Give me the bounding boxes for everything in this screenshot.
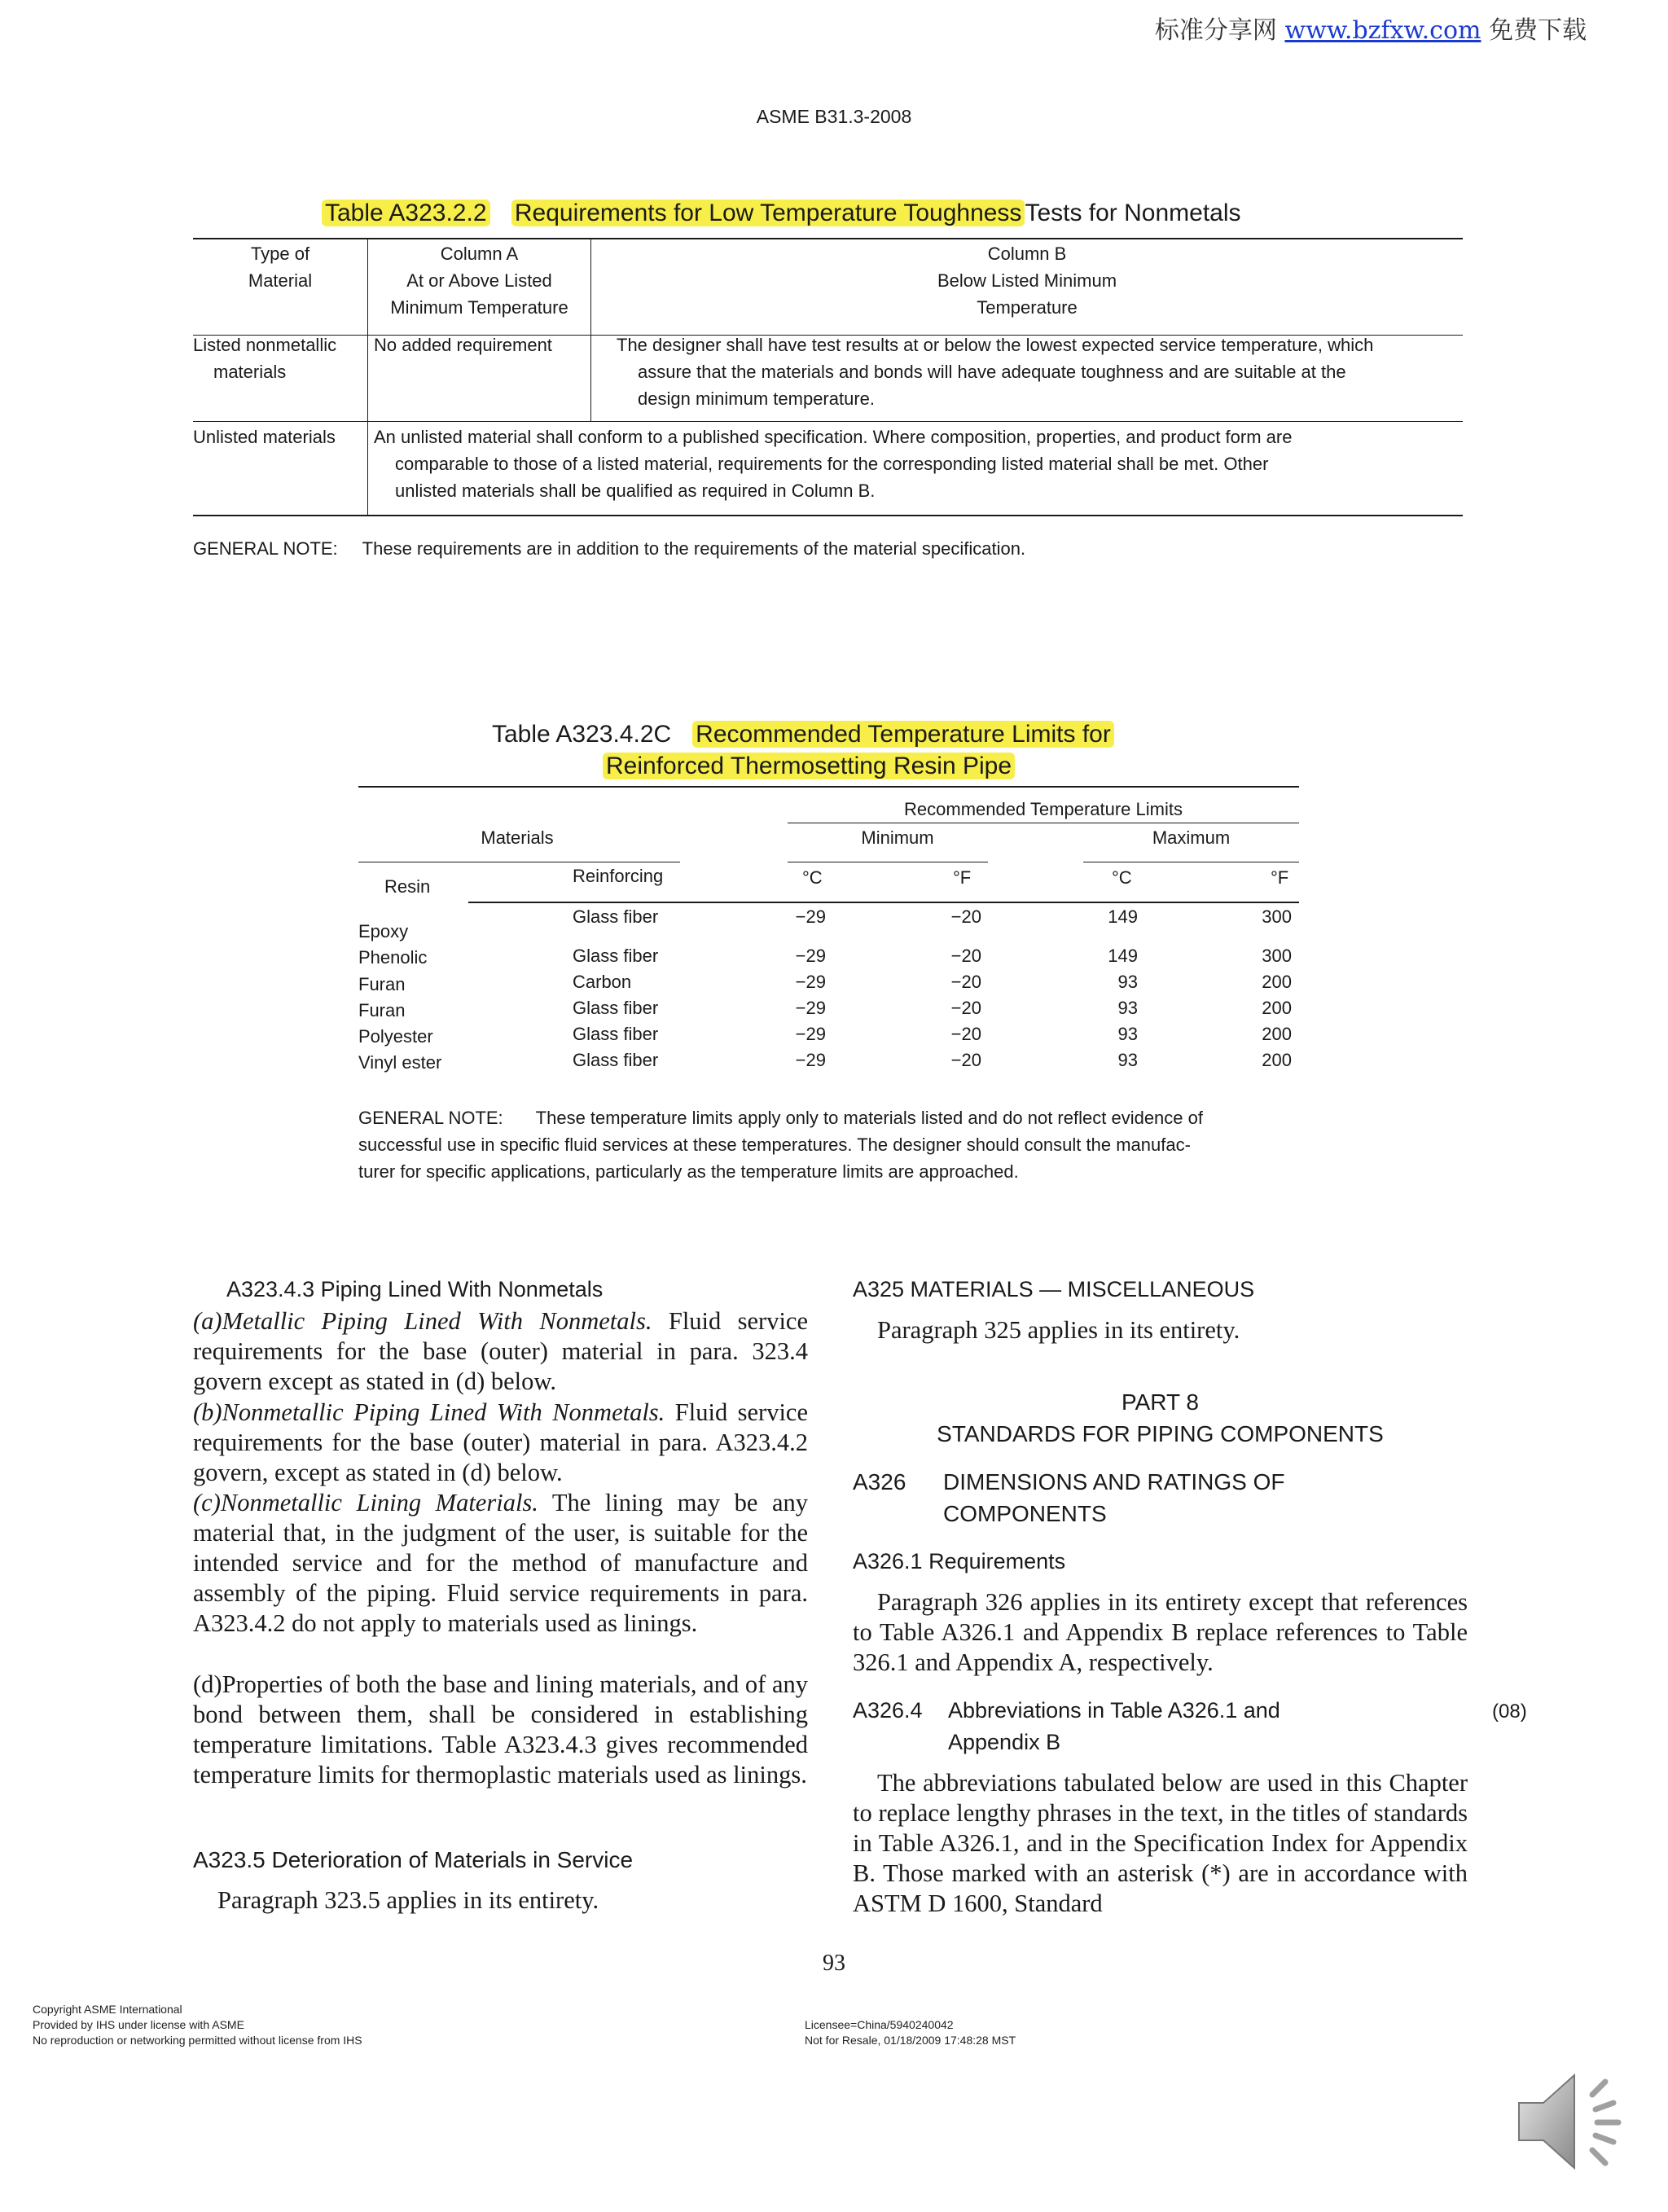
min-f-cell: −20 (950, 998, 981, 1018)
footer-left: Copyright ASME International Provided by IHS under license with ASME No reproduction or networking permitted without license from IHS (33, 2003, 362, 2047)
heading-a323-4-3: A323.4.3 Piping Lined With Nonmetals (226, 1277, 604, 1301)
reinforcing-cell: Glass fiber (573, 1050, 659, 1070)
table2-reinforcing-header: Reinforcing (573, 866, 664, 886)
table2-group-header: Recommended Temperature Limits (904, 799, 1183, 819)
table1-number: Table A323.2.2 (322, 200, 490, 226)
min-f-cell: −20 (950, 906, 981, 927)
table1-title (322, 200, 1241, 227)
table1-bottom-rule (193, 515, 1463, 516)
table2-number: Table A323.4.2C (492, 721, 672, 748)
para-b-text: Fluid service requirements for the base (outer) material in para. A323.4.2 govern, except as stated in (d) below. (193, 1398, 809, 1486)
max-c-cell: 93 (1117, 972, 1138, 992)
heading-a326-number: A326 (853, 1469, 906, 1494)
table1-row1-col-a: No added requirement (374, 335, 552, 355)
table1-title-rest: Tests for Nonmetals (1025, 200, 1241, 226)
para-a-label: (a)Metallic Piping Lined With Nonmetals. (193, 1307, 652, 1335)
table1-row2-divider (367, 422, 368, 515)
table2-title-line1: Recommended Temperature Limits for (692, 721, 1114, 748)
resin-cell: Vinyl ester (358, 1052, 442, 1073)
para-a326-4: The abbreviations tabulated below are used in this Chapter to replace lengthy phrases in the text, in the titles of standards in Table A326.1, and in the Specification Index for Appendix B. Those marked with an asterisk (*) are in accordance with ASTM D 1600, Standard (853, 1769, 1468, 1917)
max-c-cell: 93 (1117, 998, 1138, 1018)
para-a326-1: Paragraph 326 applies in its entirety except that references to Table A326.1 and Appendix B replace references to Table 326.1 and Appendix A, respectively. (853, 1588, 1468, 1676)
table2-note-label: GENERAL NOTE: (358, 1108, 503, 1128)
para-c-text: The lining may be any material that, in the judgment of the user, is suitable for the intended service and for the method of manufacture and assembly of the piping. Fluid service requirements in para. A323.4.2 do not apply to materials used as linings. (193, 1489, 808, 1637)
table1-header-type: Type of Material (248, 244, 313, 291)
table1-header-col-b: Column B Below Listed Minimum Temperature (937, 244, 1117, 318)
watermark-prefix: 标准分享网 (1154, 16, 1277, 45)
min-c-cell: −29 (795, 998, 826, 1018)
table2-materials-header: Materials (481, 827, 554, 848)
para-c-label: (c)Nonmetallic Lining Materials. (193, 1489, 538, 1516)
reinforcing-cell: Glass fiber (573, 1024, 659, 1044)
para-a-text: Fluid service requirements for the base (outer) material in para. 323.4 govern except as stated in (d) below. (193, 1307, 808, 1395)
resin-cell: Phenolic (358, 947, 428, 968)
reinforcing-cell: Glass fiber (573, 946, 659, 966)
min-f-cell: −20 (950, 1024, 981, 1044)
max-c-cell: 149 (1108, 946, 1138, 966)
table1-row1-col-b: The designer shall have test results at or below the lowest expected service temperature, which assure that the materials and bonds will have adequate toughness and are suitable at the design minimum temperature. (617, 335, 1374, 409)
min-c-cell: −29 (795, 946, 826, 966)
table2-top-rule (358, 786, 1299, 788)
watermark (1155, 10, 1587, 46)
reinforcing-cell: Glass fiber (573, 998, 659, 1018)
resin-cell: Polyester (358, 1026, 433, 1047)
max-f-cell: 300 (1262, 906, 1292, 927)
page-number: 93 (823, 1951, 845, 1976)
para-b (193, 1398, 808, 1488)
table1-row2-text: An unlisted material shall conform to a published specification. Where composition, properties, and product form are comparable to those of a listed material, requirements for the corresponding listed material shall be met. Other unlisted materials shall be qualified as required in Column B. (374, 427, 1293, 501)
table1-note-label: GENERAL NOTE: (193, 538, 338, 559)
table2-max-c-unit: °C (1112, 867, 1132, 888)
min-f-cell: −20 (950, 1050, 981, 1070)
max-f-cell: 200 (1262, 998, 1292, 1018)
table2-min-header: Minimum (861, 827, 934, 848)
para-a325: Paragraph 325 applies in its entirety. (877, 1316, 1240, 1344)
table2-title-2 (603, 750, 1015, 783)
heading-a326-4-number: A326.4 (853, 1698, 923, 1723)
table2-title (492, 718, 1114, 751)
max-c-cell: 93 (1117, 1050, 1138, 1070)
heading-a325: A325 MATERIALS — MISCELLANEOUS (853, 1277, 1255, 1301)
table2-resin-header: Resin (384, 876, 431, 897)
footer-right: Licensee=China/5940240042 Not for Resale, 01/18/2009 17:48:28 MST (805, 2018, 1016, 2047)
running-head: ASME B31.3-2008 (756, 106, 912, 127)
min-f-cell: −20 (950, 972, 981, 992)
heading-a323-5: A323.5 Deterioration of Materials in Service (193, 1847, 634, 1872)
resin-cell: Furan (358, 974, 406, 994)
min-c-cell: −29 (795, 972, 826, 992)
heading-a326-4-line2: Appendix B (948, 1730, 1061, 1754)
heading-a326-line1: DIMENSIONS AND RATINGS OF (943, 1469, 1285, 1494)
table1-row2-type: Unlisted materials (193, 427, 336, 447)
watermark-suffix: 免费下载 (1489, 16, 1587, 45)
max-c-cell: 93 (1117, 1024, 1138, 1044)
heading-a326-4-line1: Abbreviations in Table A326.1 and (948, 1698, 1280, 1723)
table2-max-header: Maximum (1152, 827, 1231, 848)
para-d: (d)Properties of both the base and lining materials, and of any bond between them, shall be considered in establishing temperature limitations. Table A323.4.3 gives recommended temperature limits for thermoplastic materials used as linings. (193, 1670, 808, 1788)
speaker-icon[interactable] (1511, 2061, 1641, 2183)
para-c (193, 1488, 808, 1639)
para-a (193, 1306, 808, 1397)
heading-a326-1: A326.1 Requirements (853, 1549, 1066, 1573)
part-title: STANDARDS FOR PIPING COMPONENTS (937, 1421, 1384, 1446)
max-c-cell: 149 (1108, 906, 1138, 927)
table1-general-note (193, 535, 1025, 562)
table2-max-f-unit: °F (1271, 867, 1289, 888)
reinforcing-cell: Carbon (573, 972, 632, 992)
table2-header-rule (468, 902, 1299, 903)
part-label: PART 8 (1122, 1389, 1199, 1415)
min-c-cell: −29 (795, 1024, 826, 1044)
table1-title-highlighted: Requirements for Low Temperature Toughness (511, 200, 1025, 226)
min-c-cell: −29 (795, 1050, 826, 1070)
max-f-cell: 300 (1262, 946, 1292, 966)
max-f-cell: 200 (1262, 1024, 1292, 1044)
resin-cell: Furan (358, 1000, 406, 1020)
table2-note-line1: These temperature limits apply only to materials listed and do not reflect evidence of (535, 1108, 1203, 1128)
table1-header-col-a: Column A At or Above Listed Minimum Temperature (390, 244, 568, 318)
table2-min-f-unit: °F (953, 867, 972, 888)
min-c-cell: −29 (795, 906, 826, 927)
revision-mark: (08) (1492, 1701, 1527, 1723)
table1-row1-divider-a (367, 336, 368, 421)
table2-note-line2: successful use in specific fluid services at these temperatures. The designer should consult the manufac- (358, 1135, 1191, 1155)
para-b-label: (b)Nonmetallic Piping Lined With Nonmetals. (193, 1398, 665, 1426)
table2-general-note (358, 1104, 1303, 1185)
table2-min-c-unit: °C (802, 867, 823, 888)
resin-cell: Epoxy (358, 921, 409, 941)
para-a323-5: Paragraph 323.5 applies in its entirety. (217, 1886, 599, 1914)
heading-a326-line2: COMPONENTS (943, 1501, 1107, 1526)
watermark-link[interactable]: www.bzfxw.com (1284, 16, 1481, 45)
table1-row1-divider-b (590, 336, 591, 421)
table1-row1-type: Listed nonmetallic materials (193, 335, 337, 382)
table2-title-line2: Reinforced Thermosetting Resin Pipe (603, 753, 1015, 779)
min-f-cell: −20 (950, 946, 981, 966)
max-f-cell: 200 (1262, 1050, 1292, 1070)
table2-note-line3: turer for specific applications, particularly as the temperature limits are approached. (358, 1161, 1019, 1182)
reinforcing-cell: Glass fiber (573, 906, 659, 927)
table1-note-text: These requirements are in addition to the requirements of the material specification. (362, 538, 1026, 559)
table1-row-rule (193, 421, 1463, 422)
table1-top-rule (193, 238, 1463, 239)
max-f-cell: 200 (1262, 972, 1292, 992)
